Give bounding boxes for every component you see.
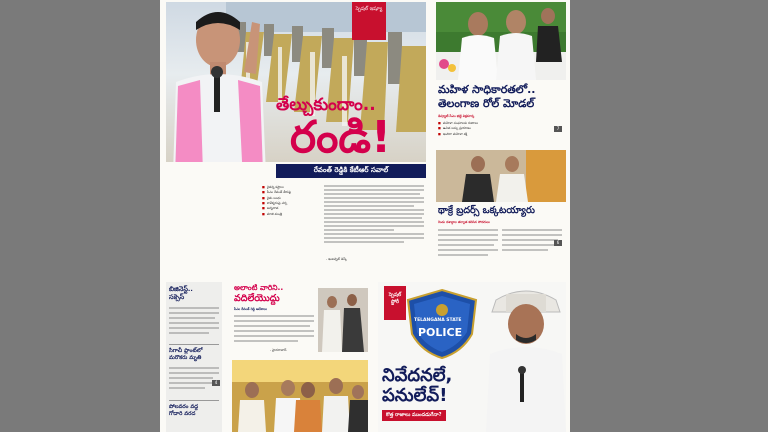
police-subhead [382, 410, 446, 421]
lead-strap-text: రేవంత్ రెడ్డికి కేటీఆర్ సవాల్ [313, 166, 389, 174]
police-badge-text-2: POLICE [418, 326, 463, 339]
ministers-photo [436, 2, 566, 80]
bullet: ■ ఉచిత బస్సు ప్రయాణం [438, 126, 558, 130]
side-item3-title-1: పోలవరం వద్ద [169, 404, 199, 410]
police-headline-2: పనులేవ్! [382, 385, 448, 406]
chief-minister-photo [486, 282, 566, 432]
police-badge-text-1: TELANGANA STATE [414, 318, 462, 323]
mid-right-subhead: రెండు దశాబ్దాల తర్వాత కలిసిన సోదరులు [438, 220, 490, 224]
center-byline: - హైదరాబాద్ [270, 348, 287, 352]
top-right-photo [436, 2, 566, 80]
side-item2-title-2: మరొకరు మృతి [169, 355, 202, 361]
center-photo-event [232, 360, 368, 432]
bullet: ■ మహిళా సంఘాలకు రుణాలు [438, 121, 558, 125]
bullet: ■ రైతన్న కష్టాలు [262, 185, 320, 189]
mid-right-story[interactable] [436, 150, 566, 266]
bullet: ■ ఇందిరా మహిళా శక్తి [438, 132, 558, 136]
bullet: ■ అన్నదాత [262, 206, 320, 210]
page-ref-badge: 6 [554, 240, 562, 246]
lead-headline-big: రండి! [290, 112, 392, 163]
center-headline-1: అలాంటి వారిని.. [234, 283, 284, 292]
side-item2-title-1: సిగాచీ ప్లాంట్‌లో [169, 348, 203, 354]
mid-right-body-text [438, 228, 562, 262]
newspaper-page [160, 0, 570, 432]
side-column[interactable] [166, 282, 222, 432]
page-ref-badge: 7 [554, 126, 562, 132]
center-body-text [234, 314, 314, 352]
bullet: ■ రైతు బంధు [262, 196, 320, 200]
center-headline-2: వదిలేయొద్దు [234, 293, 280, 304]
center-story[interactable] [230, 282, 370, 432]
mid-right-headline: థాక్రే బ్రదర్స్ ఒక్కటయ్యారు [438, 205, 535, 216]
special-story-tag-line2: స్టోరీ [390, 298, 400, 305]
side-item1-title-2: సక్సెస్ [169, 293, 185, 301]
page-ref-badge: 4 [212, 380, 220, 386]
special-issue-text: స్పెషల్ ఇష్యూ [355, 6, 383, 12]
lead-bullets [262, 184, 320, 217]
side-divider [169, 344, 219, 345]
side-item1-body [169, 306, 219, 342]
top-right-headline-2: తెలంగాణ రోల్ మోడల్ [438, 97, 535, 110]
police-story[interactable] [378, 282, 566, 432]
top-right-headline-1: మహిళ సాధికారతలో.. [438, 83, 536, 96]
police-headline-1: నివేదనలే, [382, 365, 453, 386]
police-badge-icon [402, 288, 482, 360]
center-subhead: సీఎం రేవంత్ రెడ్డి ఆదేశాలు [234, 307, 267, 311]
bullet: ■ మాజీ మంత్రి [262, 212, 320, 216]
lead-strap [276, 164, 426, 178]
top-right-bullets [438, 120, 558, 137]
center-photo-officials [318, 288, 368, 352]
politician-photo [166, 2, 276, 162]
police-subhead-text: కొత్త రాజాలు ముందడుగేనా? [386, 412, 442, 418]
mid-right-photo [436, 150, 566, 202]
bullet: ■ కాళేశ్వరంపై చర్చ [262, 201, 320, 205]
lead-body-text [324, 184, 424, 254]
special-story-tag-line1: స్పెషల్ [388, 292, 402, 298]
side-item3-title-2: గోదారి వరద [169, 411, 196, 417]
bullet: ■ సీఎం రేవంత్ తీరుపై [262, 190, 320, 194]
side-divider [169, 400, 219, 401]
top-right-story[interactable] [436, 2, 566, 142]
special-issue-tag [352, 2, 386, 40]
side-item1-title-1: బిజినెస్ట్.. [169, 285, 193, 293]
lead-byline: - ఇంటర్నెట్ డెస్క్ [326, 257, 347, 261]
lead-story[interactable] [166, 2, 426, 266]
brothers-photo [436, 150, 566, 202]
top-right-subhead: డిప్యూటీ సీఎం భట్టి విక్రమార్క [438, 114, 475, 118]
lead-headline-small: తేల్చుకుందాం.. [276, 95, 376, 115]
